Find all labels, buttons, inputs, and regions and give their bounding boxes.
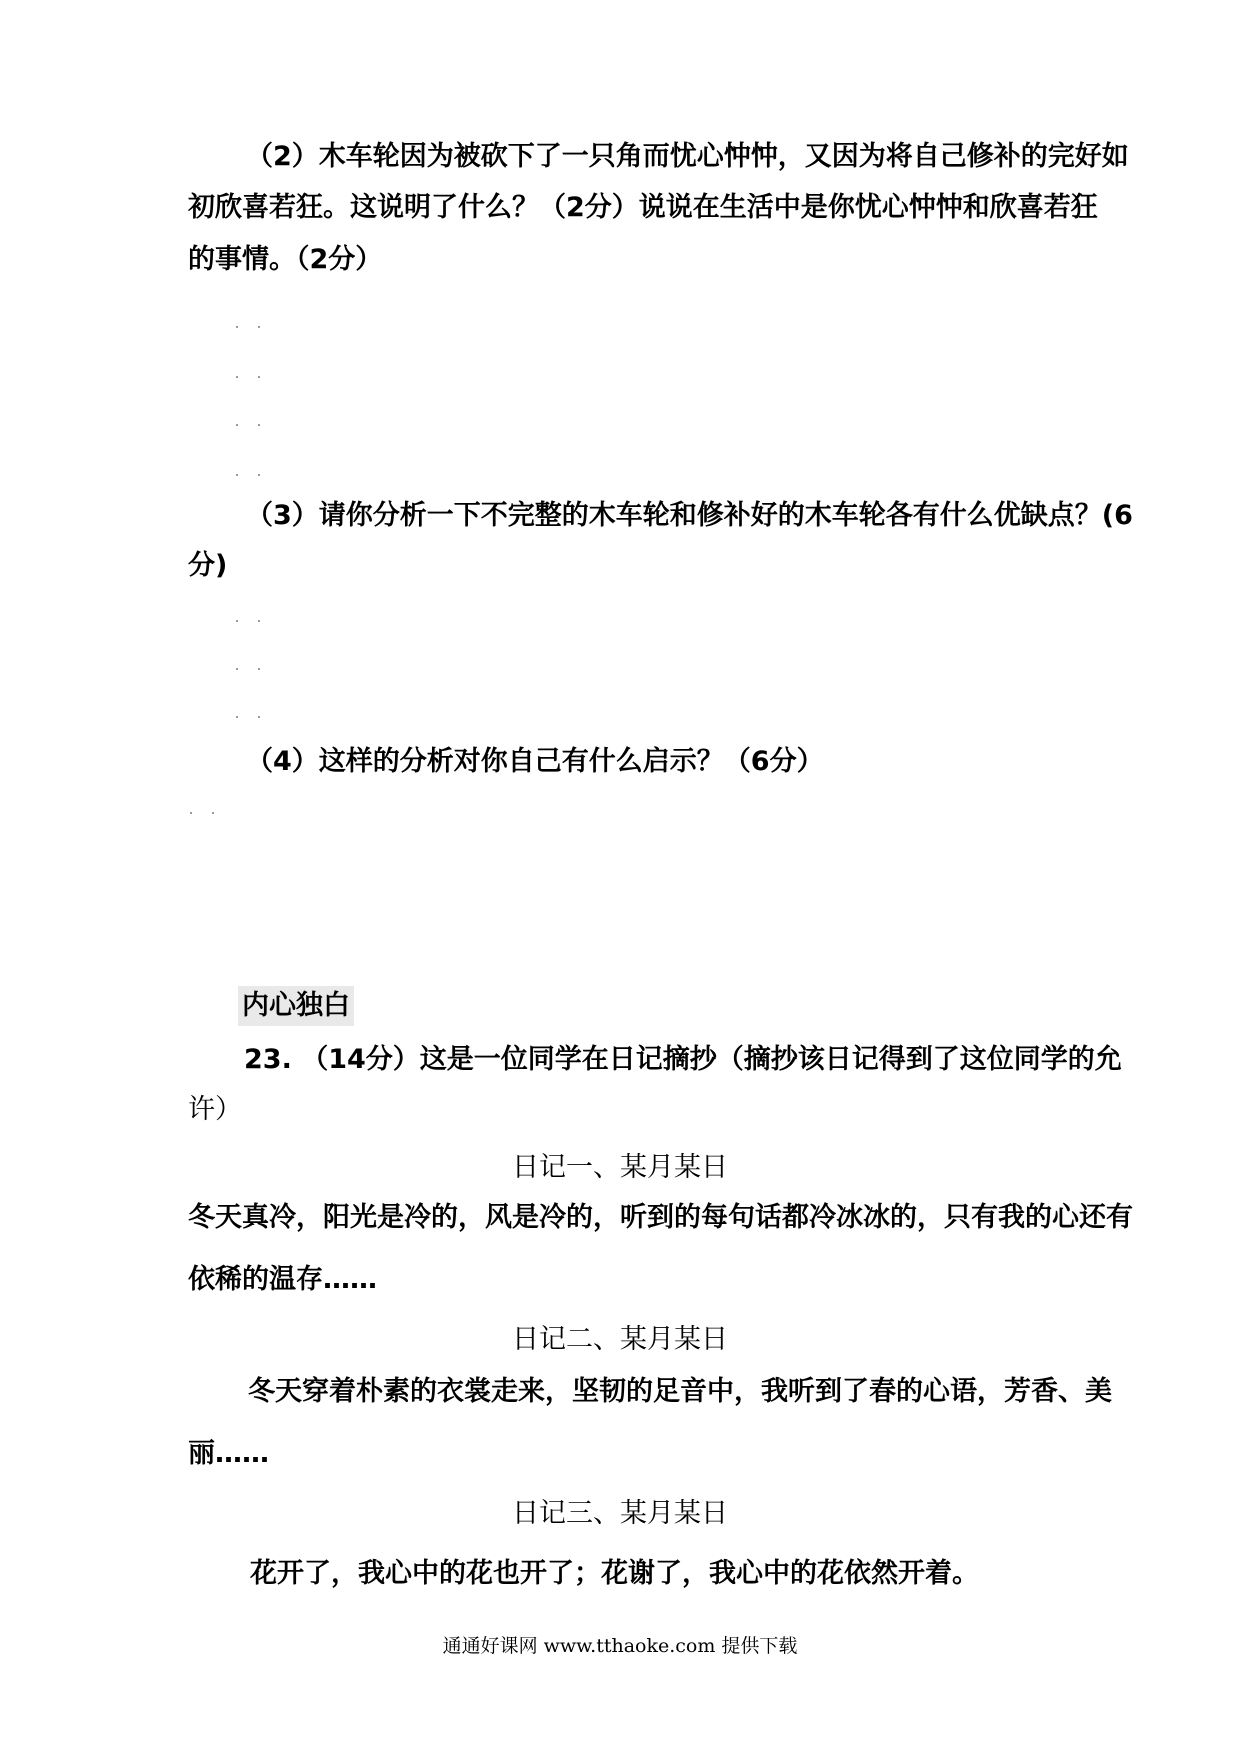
q2-line-2: 初欣喜若狂。这说明了什么？（2分）说说在生活中是你忧心忡忡和欣喜若狂 <box>188 192 1098 223</box>
answer-line-marker <box>236 620 266 624</box>
diary-2-line-2: 丽…… <box>188 1438 269 1469</box>
q23-line-1: 23. （14分）这是一位同学在日记摘抄（摘抄该日记得到了这位同学的允 <box>244 1044 1122 1075</box>
diary-2-line-1: 冬天穿着朴素的衣裳走来，坚韧的足音中，我听到了春的心语，芳香、美 <box>248 1376 1112 1407</box>
q2-line-1: （2）木车轮因为被砍下了一只角而忧心忡忡，又因为将自己修补的完好如 <box>246 141 1129 172</box>
q3-line-1: （3）请你分析一下不完整的木车轮和修补好的木车轮各有什么优缺点？(6 <box>246 500 1133 531</box>
diary-3-title: 日记三、某月某日 <box>512 1498 728 1529</box>
diary-1-line-2: 依稀的温存…… <box>188 1264 377 1295</box>
diary-1-line-1: 冬天真冷，阳光是冷的，风是冷的，听到的每句话都冷冰冰的，只有我的心还有 <box>188 1202 1133 1233</box>
diary-3-line-1: 花开了，我心中的花也开了；花谢了，我心中的花依然开着。 <box>250 1558 979 1589</box>
answer-line-marker <box>236 474 266 478</box>
q4-line-1: （4）这样的分析对你自己有什么启示？（6分） <box>246 746 824 777</box>
answer-line-marker <box>236 424 266 428</box>
page-footer: 通通好课网 www.tthaoke.com 提供下载 <box>442 1635 798 1657</box>
answer-line-marker <box>236 376 266 380</box>
q3-line-2: 分) <box>188 550 228 581</box>
q2-line-3: 的事情。（2分） <box>188 244 383 275</box>
diary-1-title: 日记一、某月某日 <box>512 1152 728 1183</box>
diary-2-title: 日记二、某月某日 <box>512 1324 728 1355</box>
answer-line-marker <box>236 668 266 672</box>
answer-line-marker <box>190 812 220 816</box>
q23-line-2: 许） <box>188 1094 242 1125</box>
answer-line-marker <box>236 326 266 330</box>
section-label: 内心独白 <box>238 986 354 1026</box>
answer-line-marker <box>236 716 266 720</box>
